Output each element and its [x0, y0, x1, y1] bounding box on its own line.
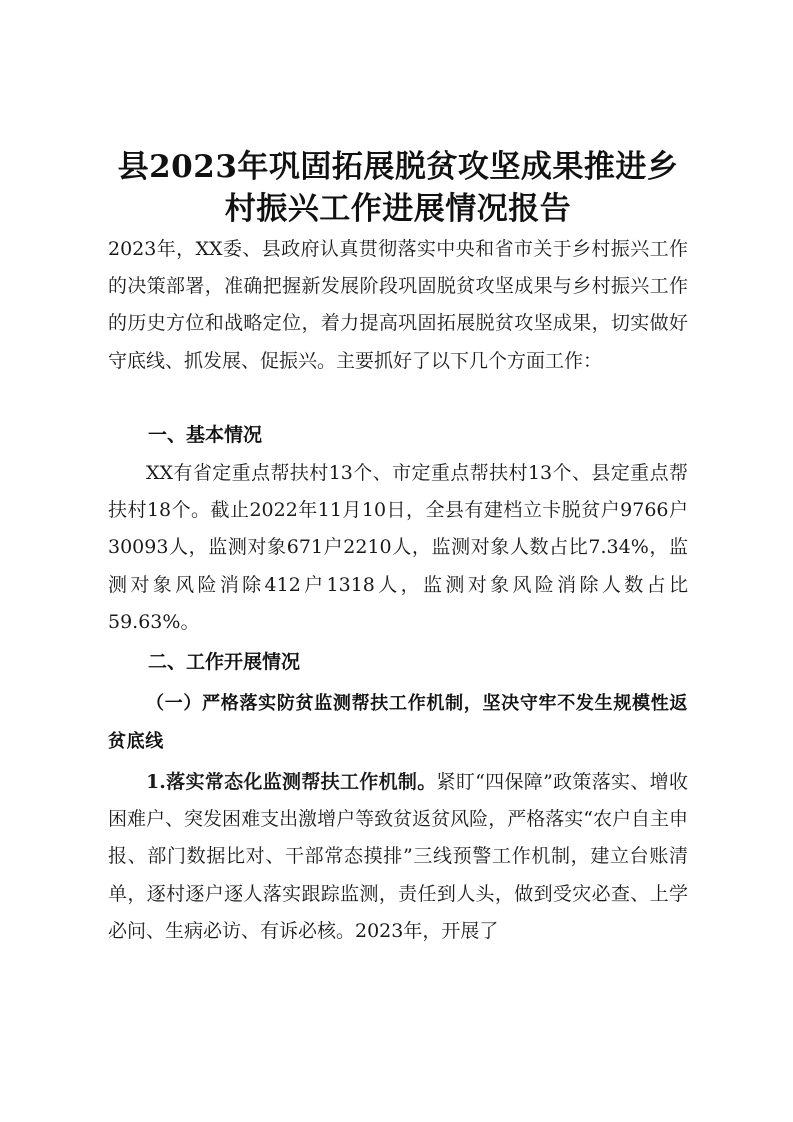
- document-title: 县2023年巩固拓展脱贫攻坚成果推进乡村振兴工作进展情况报告: [117, 149, 679, 227]
- item-paragraph-monitoring-mechanism: [108, 764, 688, 950]
- section-heading-work: 二、工作开展情况: [148, 651, 301, 673]
- item-lead-text: 1.落实常态化监测帮扶工作机制。: [146, 771, 437, 793]
- intro-paragraph: 2023年，XX委、县政府认真贯彻落实中央和省市关于乡村振兴工作的决策部署，准确把握新发展阶段巩固脱贫攻坚成果与乡村振兴工作的历史方位和战略定位，着力提高巩固拓展脱贫攻坚成果，切实做好守底线、抓发展、促振兴。主要抓好了以下几个方面工作：: [108, 238, 688, 372]
- subsection-heading-monitoring: （一）严格落实防贫监测帮扶工作机制，坚决守牢不发生规模性返贫底线: [108, 693, 688, 752]
- section-heading-basic: 一、基本情况: [148, 424, 263, 446]
- item-body-text: 紧盯“四保障”政策落实、增收困难户、突发困难支出激增户等致贫返贫风险，严格落实“农户自主申报、部门数据比对、干部常态摸排”三线预警工作机制，建立台账清单，逐村逐户逐人落实跟踪监测，责任到人头，做到受灾必查、上学必问、生病必访、有诉必核。2023年，开展了: [108, 771, 688, 942]
- basic-situation-paragraph: XX有省定重点帮扶村13个、市定重点帮扶村13个、县定重点帮扶村18个。截止2022年11月10日，全县有建档立卡脱贫户9766户30093人，监测对象671户2210人，监测对象人数占比7.34%，监测对象风险消除412户1318人，监测对象风险消除人数占比59.63%。: [108, 462, 688, 633]
